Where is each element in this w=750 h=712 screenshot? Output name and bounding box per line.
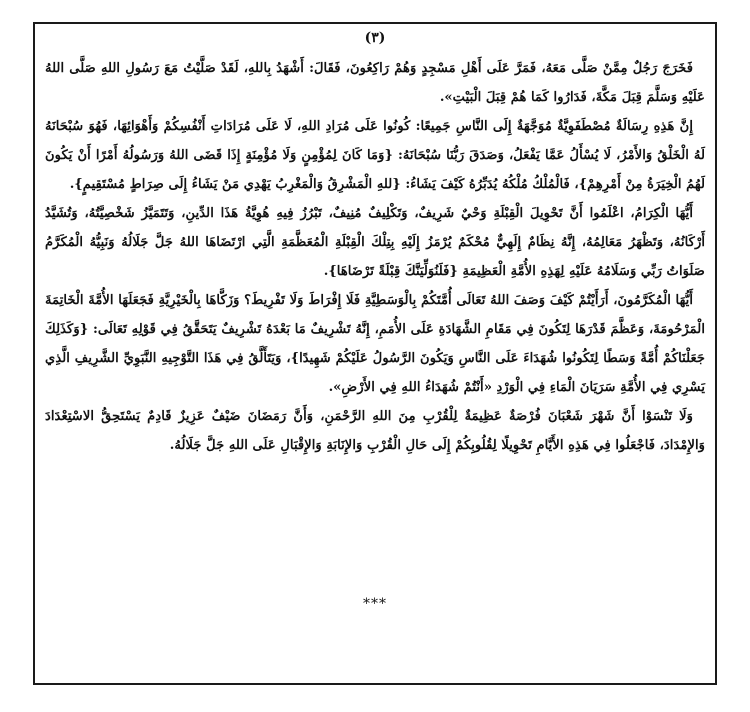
paragraph-3: أَيُّهَا الْكِرَامُ، اعْلَمُوا أَنَّ تَحْوِيلَ الْقِبْلَةِ وَحْيٌ شَرِيفٌ، وَتَكْلِيفٌ مُنِيفٌ، تَبْرُزُ فِيهِ هُوِيَّةُ هَذَا الدِّينِ، وَتَتَمَيَّزُ شَخْصِيَّتُهُ، وَتُشَيَّدُ أَرْكَانُهُ، وَتَظْهَرُ مَعَالِمُهُ، إِنَّهُ نِظَامٌ إِلَهِيٌّ مُحْكَمٌ يُرْمَزُ إِلَيْهِ بِتِلْكَ الْقِبْلَةِ الْمُعَظَّمَةِ الَّتِي ارْتَضَاهَا اللهُ جَلَّ جَلَالُهُ وَنَبِيُّهُ الْمُكَرَّمُ صَلَوَاتُ رَبِّي وَسَلَامُهُ عَلَيْهِ لِهَذِهِ الأُمَّةِ الْعَظِيمَةِ {فَلَنُوَلِّيَنَّكَ قِبْلَةً تَرْضَاهَا}.: [45, 206, 705, 279]
page-number: (٣): [364, 30, 386, 46]
paragraph-1: فَخَرَجَ رَجُلٌ مِمَّنْ صَلَّى مَعَهُ، فَمَرَّ عَلَى أَهْلِ مَسْجِدٍ وَهُمْ رَاكِعُونَ، فَقَالَ: أَشْهَدُ بِاللهِ، لَقَدْ صَلَّيْتُ مَعَ رَسُولِ اللهِ صَلَّى اللهُ عَلَيْهِ وَسَلَّمَ قِبَلَ مَكَّةَ، فَدَارُوا كَمَا هُمْ قِبَلَ الْبَيْتِ».: [45, 61, 705, 105]
paragraph-4: أَيُّهَا الْمُكَرَّمُونَ، أَرَأَيْتُمْ كَيْفَ وَصَفَ اللهُ تَعَالَى أُمَّتَكُمْ بِالْوَسَطِيَّةِ فَلَا إِفْرَاطَ وَلَا تَفْرِيطَ؟ وَزَكَّاهَا بِالْخَيْرِيَّةِ فَجَعَلَهَا الأُمَّةَ الْخَاتِمَةَ الْمَرْحُومَةَ، وَعَظَّمَ قَدْرَهَا لِتَكُونَ فِي مَقَامِ الشَّهَادَةِ عَلَى الأُمَمِ، إِنَّهُ تَشْرِيفٌ مَا بَعْدَهُ تَشْرِيفٌ يَتَحَقَّقُ فِي قَوْلِهِ تَعَالَى: {وَكَذَلِكَ جَعَلْنَاكُمْ أُمَّةً وَسَطًا لِتَكُونُوا شُهَدَاءَ عَلَى النَّاسِ وَيَكُونَ الرَّسُولُ عَلَيْكُمْ شَهِيدًا}، وَيَتَأَلَّقُ فِي هَذَا التَّوْجِيهِ النَّبَوِيِّ الشَّرِيفِ الَّذِي يَسْرِي فِي الأُمَّةِ سَرَيَانَ الْمَاءِ فِي الْوَرْدِ «أَنْتُمْ شُهَدَاءُ اللهِ فِي الأَرْضِ».: [45, 293, 705, 395]
page-frame: [33, 22, 717, 685]
section-separator: ***: [363, 596, 387, 612]
paragraph-5: وَلَا تَنْسَوْا أَنَّ شَهْرَ شَعْبَانَ فُرْصَةٌ عَظِيمَةٌ لِلْقُرْبِ مِنَ اللهِ الرَّحْمَنِ، وَأَنَّ رَمَضَانَ ضَيْفٌ عَزِيزٌ قَادِمٌ يَسْتَحِقُّ الاسْتِعْدَادَ وَالإِمْدَادَ، فَاجْعَلُوا فِي هَذِهِ الأَيَّامِ تَحْوِيلًا لِقُلُوبِكُمْ إِلَى حَالِ الْقُرْبِ وَالإِنَابَةِ وَالإِقْبَالِ عَلَى اللهِ جَلَّ جَلَالُهُ.: [45, 409, 705, 453]
paragraph-2: إِنَّ هَذِهِ رِسَالَةٌ مُصْطَفَوِيَّةٌ مُوَجَّهَةٌ إِلَى النَّاسِ جَمِيعًا: كُونُوا عَلَى مُرَادِ اللهِ، لَا عَلَى مُرَادَاتِ أَنْفُسِكُمْ وَأَهْوَائِهَا، فَهُوَ سُبْحَانَهُ لَهُ الْخَلْقُ وَالأَمْرُ، لَا يُسْأَلُ عَمَّا يَفْعَلُ، وَصَدَقَ رَبُّنَا سُبْحَانَهُ: {وَمَا كَانَ لِمُؤْمِنٍ وَلَا مُؤْمِنَةٍ إِذَا قَضَى اللهُ وَرَسُولُهُ أَمْرًا أَنْ يَكُونَ لَهُمُ الْخِيَرَةُ مِنْ أَمْرِهِمْ}، فَالْمُلْكُ مُلْكُهُ يُدَبِّرُهُ كَيْفَ يَشَاءُ: {للهِ الْمَشْرِقُ وَالْمَغْرِبُ يَهْدِي مَنْ يَشَاءُ إِلَى صِرَاطٍ مُسْتَقِيمٍ}.: [45, 119, 705, 192]
sermon-text: [45, 54, 705, 460]
